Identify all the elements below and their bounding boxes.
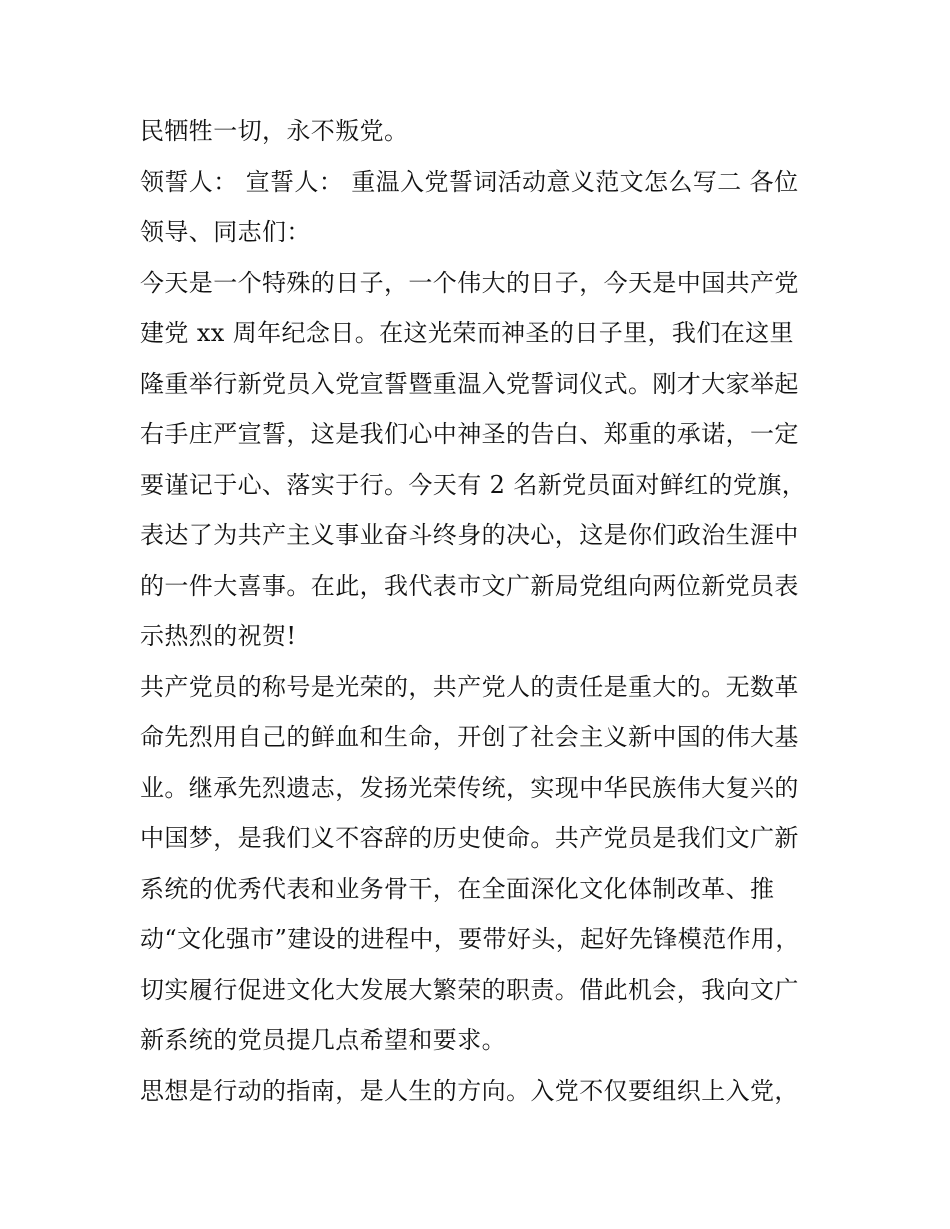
text-line: 表达了为共产主义事业奋斗终身的决心，这是你们政治生涯中 bbox=[140, 521, 799, 549]
text-line: 领导、同志们： bbox=[140, 218, 311, 246]
text-line: 命先烈用自己的鲜血和生命，开创了社会主义新中国的伟大基 bbox=[140, 723, 799, 751]
text-line: 领誓人： 宣誓人： 重温入党誓词活动意义范文怎么写二 各位 bbox=[140, 167, 799, 196]
text-line: 系统的优秀代表和业务骨干，在全面深化文化体制改革、推 bbox=[140, 874, 775, 903]
text-line: 示热烈的祝贺! bbox=[140, 622, 297, 650]
text-line: 共产党员的称号是光荣的，共产党人的责任是重大的。无数革 bbox=[140, 672, 799, 701]
text-line: 隆重举行新党员入党宣誓暨重温入党誓词仪式。刚才大家举起 bbox=[140, 369, 799, 398]
text-line: 切实履行促进文化大发展大繁荣的职责。借此机会，我向文广 bbox=[140, 975, 799, 1004]
text-line: 业。继承先烈遗志，发扬光荣传统，实现中华民族伟大复兴的 bbox=[140, 773, 799, 802]
text-line: 要谨记于心、落实于行。今天有 2 名新党员面对鲜红的党旗， bbox=[140, 470, 807, 499]
text-line: 的一件大喜事。在此，我代表市文广新局党组向两位新党员表 bbox=[140, 571, 799, 600]
text-line: 思想是行动的指南，是人生的方向。入党不仅要组织上入党， bbox=[140, 1076, 799, 1105]
text-line: 右手庄严宣誓，这是我们心中神圣的告白、郑重的承诺，一定 bbox=[140, 420, 799, 448]
text-line: 中国梦，是我们义不容辞的历史使命。共产党员是我们文广新 bbox=[140, 824, 799, 852]
text-line: 动“文化强市”建设的进程中，要带好头，起好先锋模范作用， bbox=[140, 925, 800, 953]
text-line: 建党 xx 周年纪念日。在这光荣而神圣的日子里，我们在这里 bbox=[140, 319, 794, 347]
text-line: 新系统的党员提几点希望和要求。 bbox=[140, 1026, 506, 1054]
text-line: 民牺牲一切，永不叛党。 bbox=[140, 117, 409, 145]
text-line: 今天是一个特殊的日子，一个伟大的日子，今天是中国共产党 bbox=[140, 268, 799, 297]
body-text bbox=[140, 106, 820, 1116]
